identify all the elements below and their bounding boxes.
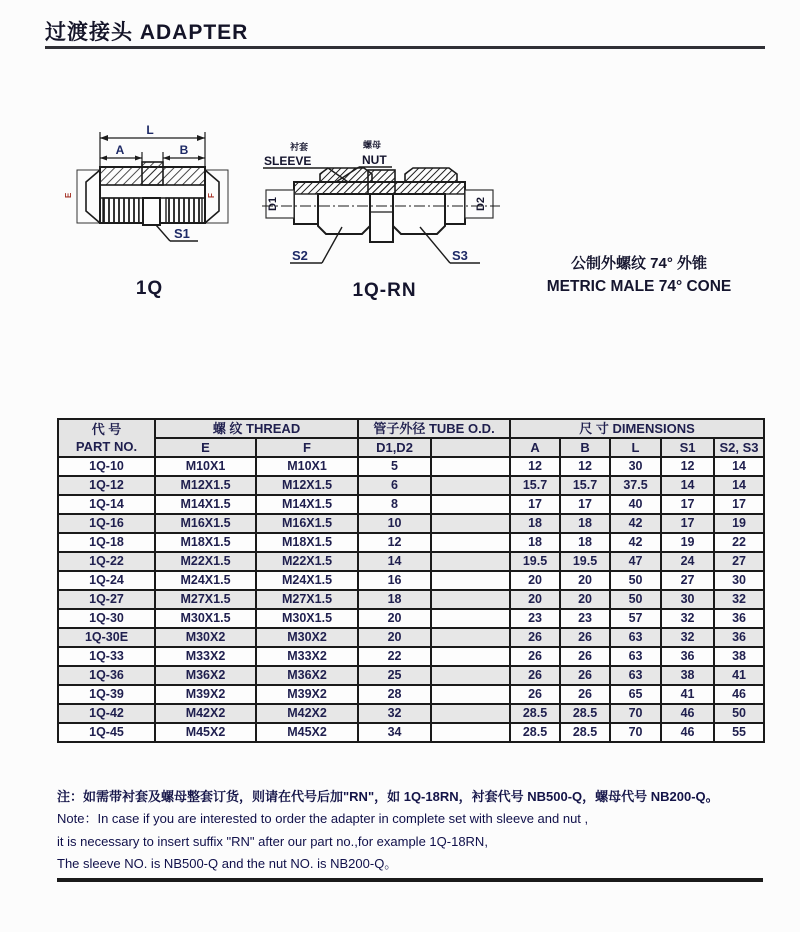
col-header-thread: 螺 纹 THREAD: [155, 419, 358, 438]
cell-thread-e: M30X2: [155, 628, 256, 647]
col-header-b: B: [560, 438, 610, 457]
cell-thread-e: M12X1.5: [155, 476, 256, 495]
dim-label-d2: D2: [475, 196, 487, 212]
cell-dim-a: 23: [510, 609, 560, 628]
cell-dim-s1: 41: [661, 685, 714, 704]
cell-dim-a: 20: [510, 590, 560, 609]
table-row: [58, 571, 764, 590]
thread-end-label-e: E: [64, 192, 73, 198]
cell-part-no: 1Q-24: [58, 571, 155, 590]
page-title: 过渡接头 ADAPTER: [45, 21, 249, 44]
fig-1q-rn-drawing: [262, 112, 507, 270]
cell-tube-od: 20: [358, 609, 431, 628]
cell-dim-b: 20: [560, 590, 610, 609]
table-row: [58, 685, 764, 704]
cell-thread-e: M30X1.5: [155, 609, 256, 628]
col-header-part-en: PART NO.: [75, 439, 138, 454]
col-header-part-cn: 代 号: [91, 422, 122, 437]
cell-part-no: 1Q-42: [58, 704, 155, 723]
cell-thread-f: M33X2: [256, 647, 358, 666]
cell-dim-b: 26: [560, 666, 610, 685]
cell-thread-f: M16X1.5: [256, 514, 358, 533]
cell-thread-f: M36X2: [256, 666, 358, 685]
cell-thread-f: M39X2: [256, 685, 358, 704]
cell-tube-od: 8: [358, 495, 431, 514]
dim-label-b: B: [179, 143, 189, 157]
cell-dim-a: 26: [510, 628, 560, 647]
cell-dim-b: 18: [560, 533, 610, 552]
figure-1q: [62, 118, 237, 300]
cell-dim-b: 26: [560, 647, 610, 666]
cell-dim-b: 26: [560, 685, 610, 704]
title-underline: [45, 46, 765, 49]
cell-part-no: 1Q-39: [58, 685, 155, 704]
note-line-en-3: The sleeve NO. is NB500-Q and the nut NO. is NB200-Q。: [57, 856, 398, 872]
table-row: [58, 628, 764, 647]
spec-block: [505, 252, 773, 299]
cell-thread-e: M14X1.5: [155, 495, 256, 514]
cell-dim-l: 63: [610, 647, 661, 666]
table-row: [58, 590, 764, 609]
fig-1q-drawing: [62, 118, 237, 268]
col-header-tube-od: 管子外径 TUBE O.D.: [358, 419, 510, 438]
col-header-s2s3: S2, S3: [714, 438, 764, 457]
cell-dim-s1: 32: [661, 609, 714, 628]
cell-dim-l: 37.5: [610, 476, 661, 495]
cell-dim-b: 28.5: [560, 704, 610, 723]
spec-table-head: [58, 419, 764, 457]
table-row: [58, 552, 764, 571]
cell-thread-e: M36X2: [155, 666, 256, 685]
cell-dim-b: 17: [560, 495, 610, 514]
cell-dim-b: 20: [560, 571, 610, 590]
cell-thread-f: M22X1.5: [256, 552, 358, 571]
table-row: [58, 514, 764, 533]
sleeve-label-en: SLEEVE: [264, 154, 312, 168]
cell-part-no: 1Q-18: [58, 533, 155, 552]
cell-thread-e: M22X1.5: [155, 552, 256, 571]
cell-tube-blank: [431, 495, 510, 514]
note-line-en-1: Note：In case if you are interested to order the adapter in complete set with sleeve and nut ,: [57, 811, 589, 827]
cell-dim-s2s3: 55: [714, 723, 764, 742]
cell-part-no: 1Q-45: [58, 723, 155, 742]
cell-dim-l: 70: [610, 723, 661, 742]
cell-tube-blank: [431, 666, 510, 685]
cell-dim-b: 19.5: [560, 552, 610, 571]
cell-thread-f: M10X1: [256, 457, 358, 476]
cell-dim-b: 26: [560, 628, 610, 647]
cell-dim-a: 18: [510, 514, 560, 533]
cell-tube-od: 32: [358, 704, 431, 723]
cell-dim-b: 28.5: [560, 723, 610, 742]
table-row: [58, 495, 764, 514]
cell-tube-blank: [431, 609, 510, 628]
cell-tube-od: 20: [358, 628, 431, 647]
cell-tube-blank: [431, 476, 510, 495]
cell-dim-a: 18: [510, 533, 560, 552]
cell-tube-blank: [431, 571, 510, 590]
table-row: [58, 666, 764, 685]
table-row: [58, 647, 764, 666]
cell-tube-od: 5: [358, 457, 431, 476]
cell-dim-s2s3: 41: [714, 666, 764, 685]
notes-block: [57, 786, 763, 875]
spec-table-wrap: [57, 418, 763, 743]
table-row: [58, 723, 764, 742]
cell-thread-e: M24X1.5: [155, 571, 256, 590]
cell-dim-s2s3: 17: [714, 495, 764, 514]
cell-dim-s2s3: 14: [714, 476, 764, 495]
col-header-d1d2: D1,D2: [358, 438, 431, 457]
cell-dim-l: 50: [610, 571, 661, 590]
cell-tube-od: 12: [358, 533, 431, 552]
cell-dim-a: 15.7: [510, 476, 560, 495]
cell-tube-blank: [431, 533, 510, 552]
cell-part-no: 1Q-14: [58, 495, 155, 514]
cell-dim-s2s3: 30: [714, 571, 764, 590]
dim-label-s3: S3: [452, 248, 468, 263]
cell-thread-f: M42X2: [256, 704, 358, 723]
cell-tube-od: 22: [358, 647, 431, 666]
cell-dim-a: 26: [510, 685, 560, 704]
cell-dim-l: 30: [610, 457, 661, 476]
cell-dim-s2s3: 50: [714, 704, 764, 723]
table-row: [58, 476, 764, 495]
cell-part-no: 1Q-22: [58, 552, 155, 571]
cell-dim-l: 63: [610, 628, 661, 647]
cell-part-no: 1Q-36: [58, 666, 155, 685]
dim-label-d1: D1: [267, 196, 279, 212]
dim-label-s1: S1: [174, 226, 190, 241]
spec-text-cn: 公制外螺纹 74° 外锥: [570, 255, 708, 272]
cell-thread-e: M45X2: [155, 723, 256, 742]
dim-label-a: A: [115, 143, 125, 157]
figure-1q-rn: [262, 112, 507, 302]
cell-dim-b: 23: [560, 609, 610, 628]
cell-tube-blank: [431, 647, 510, 666]
cell-dim-s1: 46: [661, 704, 714, 723]
fig-1q-caption: 1Q: [135, 278, 164, 299]
note-line-en-2: it is necessary to insert suffix "RN" after our part no.,for example 1Q-18RN,: [57, 833, 488, 849]
cell-tube-blank: [431, 685, 510, 704]
cell-thread-e: M16X1.5: [155, 514, 256, 533]
cell-dim-s1: 38: [661, 666, 714, 685]
cell-dim-s1: 36: [661, 647, 714, 666]
cell-thread-e: M39X2: [155, 685, 256, 704]
thread-end-label-f: F: [207, 193, 216, 198]
fig-1q-rn-caption: 1Q-RN: [352, 280, 417, 301]
cell-dim-l: 42: [610, 514, 661, 533]
cell-dim-s2s3: 27: [714, 552, 764, 571]
cell-dim-l: 65: [610, 685, 661, 704]
footer-rule: [57, 878, 763, 882]
spec-table: [57, 418, 765, 743]
cell-dim-s1: 32: [661, 628, 714, 647]
cell-part-no: 1Q-16: [58, 514, 155, 533]
cell-tube-od: 18: [358, 590, 431, 609]
cell-dim-s2s3: 36: [714, 609, 764, 628]
table-row: [58, 457, 764, 476]
cell-thread-e: M33X2: [155, 647, 256, 666]
cell-dim-s1: 27: [661, 571, 714, 590]
cell-thread-f: M12X1.5: [256, 476, 358, 495]
col-header-tube-blank: [431, 438, 510, 457]
col-header-dimensions: 尺 寸 DIMENSIONS: [510, 419, 764, 438]
cell-dim-s2s3: 22: [714, 533, 764, 552]
cell-tube-blank: [431, 552, 510, 571]
col-header-part-no: [58, 419, 155, 457]
cell-thread-f: M18X1.5: [256, 533, 358, 552]
cell-dim-a: 19.5: [510, 552, 560, 571]
cell-thread-f: M30X2: [256, 628, 358, 647]
cell-tube-od: 25: [358, 666, 431, 685]
cell-thread-e: M18X1.5: [155, 533, 256, 552]
cell-thread-f: M30X1.5: [256, 609, 358, 628]
cell-part-no: 1Q-30: [58, 609, 155, 628]
cell-dim-s1: 30: [661, 590, 714, 609]
dim-label-l: L: [146, 123, 154, 137]
cell-dim-s1: 19: [661, 533, 714, 552]
nut-label-cn: 螺母: [363, 140, 382, 150]
cell-tube-od: 14: [358, 552, 431, 571]
col-header-l: L: [610, 438, 661, 457]
cell-dim-l: 57: [610, 609, 661, 628]
cell-part-no: 1Q-30E: [58, 628, 155, 647]
table-row: [58, 609, 764, 628]
cell-thread-e: M27X1.5: [155, 590, 256, 609]
cell-dim-s2s3: 38: [714, 647, 764, 666]
cell-thread-e: M42X2: [155, 704, 256, 723]
cell-dim-s2s3: 19: [714, 514, 764, 533]
cell-thread-f: M45X2: [256, 723, 358, 742]
cell-dim-s1: 12: [661, 457, 714, 476]
cell-dim-s2s3: 14: [714, 457, 764, 476]
cell-dim-b: 15.7: [560, 476, 610, 495]
cell-dim-s1: 24: [661, 552, 714, 571]
cell-part-no: 1Q-10: [58, 457, 155, 476]
cell-dim-s1: 17: [661, 514, 714, 533]
cell-dim-b: 18: [560, 514, 610, 533]
cell-tube-od: 6: [358, 476, 431, 495]
sleeve-label-cn: 衬套: [290, 142, 309, 152]
table-row: [58, 533, 764, 552]
cell-dim-a: 17: [510, 495, 560, 514]
cell-dim-s1: 14: [661, 476, 714, 495]
cell-dim-b: 12: [560, 457, 610, 476]
cell-dim-a: 26: [510, 647, 560, 666]
spec-table-body: [58, 457, 764, 742]
cell-tube-od: 10: [358, 514, 431, 533]
cell-dim-l: 70: [610, 704, 661, 723]
cell-tube-od: 16: [358, 571, 431, 590]
cell-thread-f: M27X1.5: [256, 590, 358, 609]
cell-tube-blank: [431, 457, 510, 476]
cell-thread-e: M10X1: [155, 457, 256, 476]
cell-tube-blank: [431, 628, 510, 647]
cell-dim-a: 28.5: [510, 704, 560, 723]
col-header-e: E: [155, 438, 256, 457]
cell-dim-l: 50: [610, 590, 661, 609]
cell-dim-l: 42: [610, 533, 661, 552]
dim-label-s2: S2: [292, 248, 308, 263]
table-row: [58, 704, 764, 723]
cell-dim-s1: 17: [661, 495, 714, 514]
cell-dim-s1: 46: [661, 723, 714, 742]
spec-text-en: METRIC MALE 74° CONE: [546, 278, 732, 296]
cell-dim-s2s3: 36: [714, 628, 764, 647]
cell-tube-blank: [431, 704, 510, 723]
cell-part-no: 1Q-33: [58, 647, 155, 666]
cell-thread-f: M14X1.5: [256, 495, 358, 514]
nut-label-en: NUT: [362, 153, 387, 167]
cell-dim-l: 63: [610, 666, 661, 685]
col-header-s1: S1: [661, 438, 714, 457]
cell-dim-s2s3: 46: [714, 685, 764, 704]
cell-part-no: 1Q-27: [58, 590, 155, 609]
cell-tube-blank: [431, 590, 510, 609]
cell-tube-blank: [431, 723, 510, 742]
cell-dim-a: 28.5: [510, 723, 560, 742]
cell-dim-a: 26: [510, 666, 560, 685]
cell-tube-od: 34: [358, 723, 431, 742]
note-line-cn: 注：如需带衬套及螺母整套订货，则请在代号后加"RN"，如 1Q-18RN，衬套代号 NB500-Q，螺母代号 NB200-Q。: [57, 789, 719, 804]
cell-dim-s2s3: 32: [714, 590, 764, 609]
cell-dim-a: 12: [510, 457, 560, 476]
cell-dim-a: 20: [510, 571, 560, 590]
col-header-f: F: [256, 438, 358, 457]
cell-thread-f: M24X1.5: [256, 571, 358, 590]
cell-dim-l: 40: [610, 495, 661, 514]
cell-dim-l: 47: [610, 552, 661, 571]
cell-part-no: 1Q-12: [58, 476, 155, 495]
cell-tube-blank: [431, 514, 510, 533]
cell-tube-od: 28: [358, 685, 431, 704]
col-header-a: A: [510, 438, 560, 457]
